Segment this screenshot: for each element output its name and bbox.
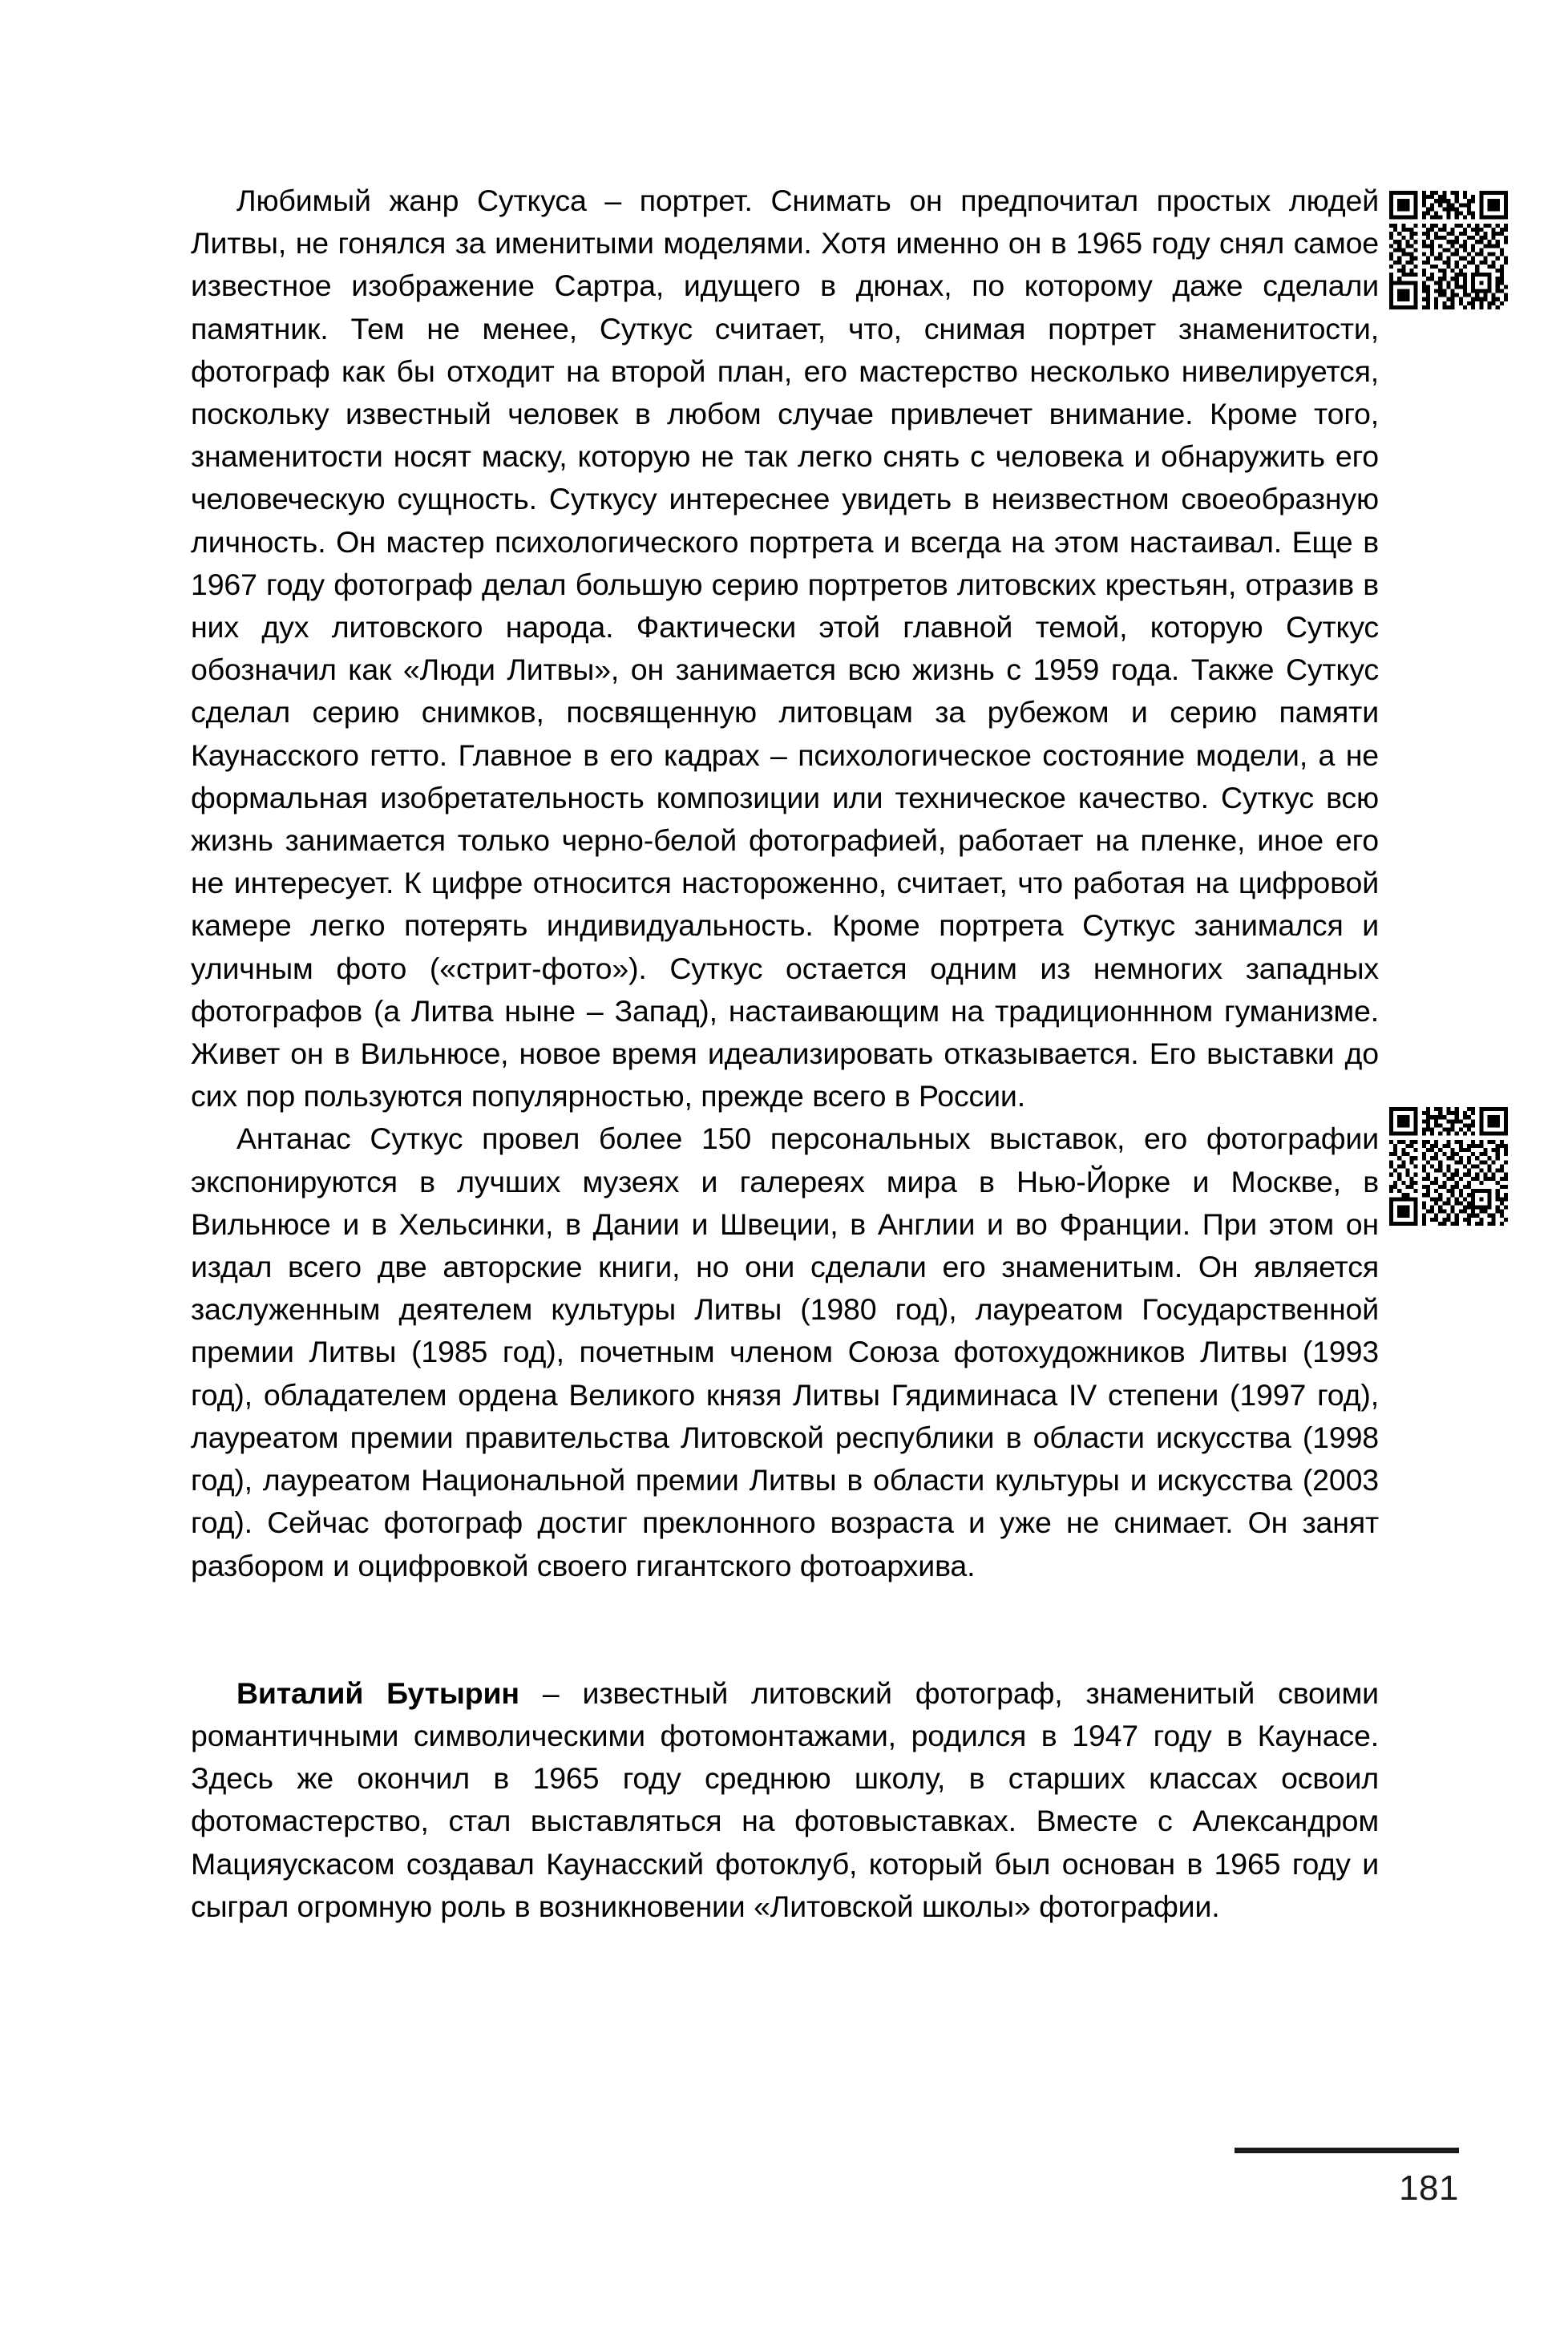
paragraph-sutkus-portrait: Любимый жанр Суткуса – портрет. Снимать он предпочитал простых людей Литвы, не гонялся за именитыми моделями. Хотя именно он в 1965 году снял самое известное изображение Сартра, идущего в дюнах, по которому даже сделали памятник. Тем не менее, Суткус считает, что, снимая портрет знаменитости, фотограф как бы отходит на второй план, его мастерство несколько нивелируется, поскольку известный человек в любом случае привлечет внимание. Кроме того, знаменитости носят маску, которую не так легко снять с человека и обнаружить его человеческую сущность. Суткусу интереснее увидеть в неизвестном своеобразную личность. Он мастер психологического портрета и всегда на этом настаивал. Еще в 1967 году фотограф делал большую серию портретов литовских крестьян, отразив в них дух литовского народа. Фактически этой главной темой, которую Суткус обозначил как «Люди Литвы», он занимается всю жизнь с 1959 года. Также Суткус сделал серию снимков, посвященную литовцам за рубежом и серию памяти Каунасского гетто. Главное в его кадрах – психологическое состояние модели, а не формальная изобретательность композиции или техническое качество. Суткус всю жизнь занимается только черно-белой фотографией, работает на пленке, иное его не интересует. К цифре относится настороженно, считает, что работая на цифровой камере легко потерять индивидуальность. Кроме портрета Суткус занимался и уличным фото («стрит-фото»). Суткус остается одним из немногих западных фотографов (а Литва ныне – Запад), настаивающим на традиционнном гуманизме. Живет он в Вильнюсе, новое время идеализировать отказывается. Его выставки до сих пор пользуются популярностью, прежде всего в России. [191, 184, 1379, 1113]
text-column [191, 180, 1379, 1928]
paragraph-butyrin-text: – известный литовский фотограф, знаменитый своими романтичными символическими фотомонтажами, родился в 1947 году в Каунасе. Здесь же окончил в 1965 году среднюю школу, в старших классах освоил фотомастерство, стал выставляться на фотовыставках. Вместе с Александром Мацияускасом создавал Каунасский фотоклуб, который был основан в 1965 году и сыграл огромную роль в возникновении «Литовской школы» фотографии. [191, 1675, 1379, 1923]
paragraph-butyrin [191, 1672, 1379, 1928]
qr-code-icon [1389, 1107, 1508, 1226]
qr-code-icon [1389, 191, 1508, 309]
lead-name-butyrin: Виталий Бутырин [236, 1675, 519, 1710]
page-number: 181 [1399, 2168, 1459, 2208]
footer-rule [1235, 2148, 1459, 2153]
paragraph-sutkus-exhibitions: Антанас Суткус провел более 150 персональных выставок, его фотографии экспонируются в лучших музеях и галереях мира в Нью-Йорке и Москве, в Вильнюсе и в Хельсинки, в Дании и Швеции, в Англии и во Франции. При этом он издал всего две авторские книги, но они сделали его знаменитым. Он является заслуженным деятелем культуры Литвы (1980 год), лауреатом Государственной премии Литвы (1985 год), почетным членом Союза фотохудожников Литвы (1993 год), обладателем ордена Великого князя Литвы Гядиминаса IV степени (1997 год), лауреатом премии правительства Литовской республики в области искусства (1998 год), лауреатом Национальной премии Литвы в области культуры и искусства (2003 год). Сейчас фотограф достиг преклонного возраста и уже не снимает. Он занят разбором и оцифровкой своего гигантского фотоархива. [191, 1122, 1379, 1582]
